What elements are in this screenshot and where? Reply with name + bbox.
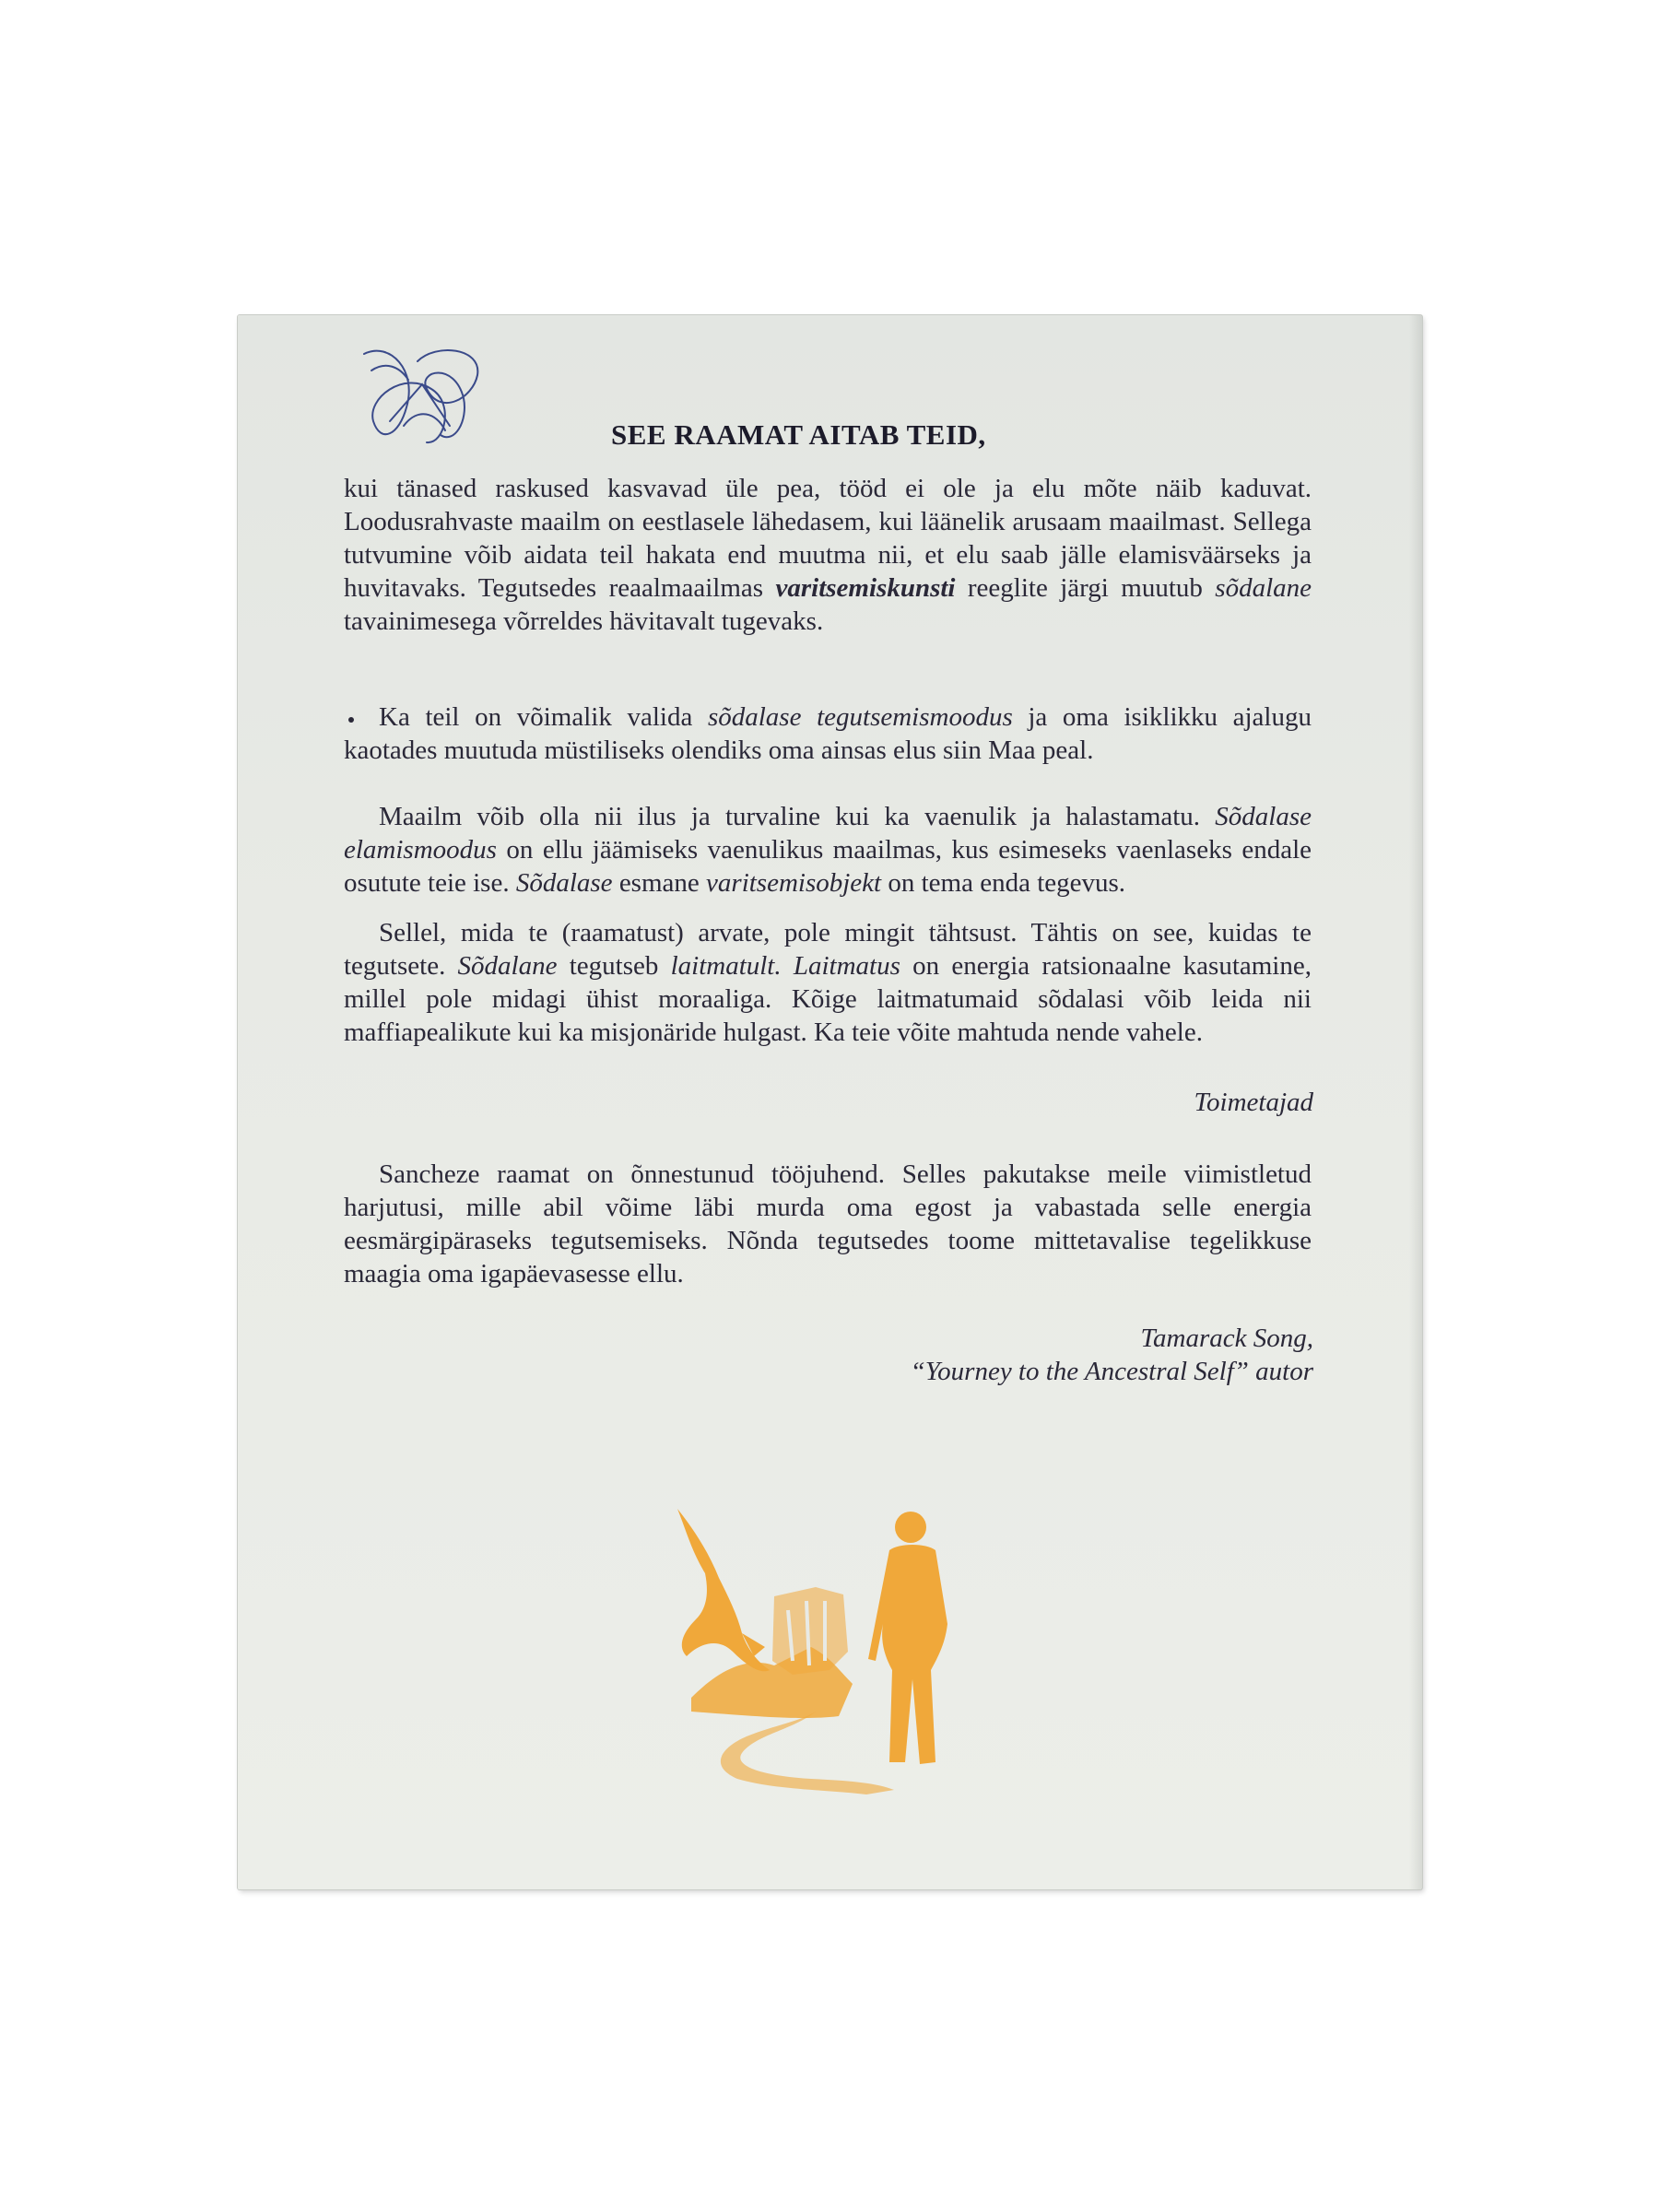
paragraph-2: Ka teil on võimalik valida sõdalase tegutsemismoodus ja oma isiklikku ajalugu kaotades muutuda müstiliseks olendiks oma ainsas elus siin Maa peal.	[344, 702, 1312, 765]
author-name: Tamarack Song,	[1140, 1324, 1313, 1353]
paragraph-4: Sellel, mida te (raamatust) arvate, pole mingit tähtsust. Tähtis on see, kuidas te tegutsete. Sõdalane tegutseb laitmatult. Laitmatus on energia ratsionaalne kasutamine, millel pole midagi ühist moraaliga. Kõige laitmatumaid sõdalasi võib leida nii maffiapealikute kui ka misjonäride hulgast. Ka teie võite mahtuda nende vahele.	[344, 918, 1312, 1047]
eagle-man-mountain-illustration-icon	[654, 1486, 986, 1818]
paragraph-5: Sancheze raamat on õnnestunud tööjuhend. Selles pakutakse meile viimistletud harjutusi, mille abil võime läbi murda oma egost ja vabastada selle energia eesmärgipäraseks tegutsemiseks. Nõnda tegutsedes toome mittetavalise tegelikkuse maagia oma igapäevasesse ellu.	[344, 1159, 1312, 1288]
paragraph-1: kui tänased raskused kasvavad üle pea, tööd ei ole ja elu mõte näib kaduvat. Loodusrahvaste maailm on eestlasele lähedasem, kui läänelik arusaam maailmast. Sellega tutvumine võib aidata teil hakata end muutma nii, et elu saab jälle elamisväärseks ja huvitavaks. Tegutsedes reaalmaailmas varitsemiskunsti reeglite järgi muutub sõdalane tavainimesega võrreldes hävitavalt tugevaks.	[344, 474, 1312, 636]
handwritten-signature-icon	[353, 334, 491, 463]
author-book: “Yourney to the Ancestral Self” autor	[910, 1357, 1313, 1386]
editors-signature: Toimetajad	[1194, 1088, 1313, 1117]
author-signature	[911, 1322, 1313, 1388]
heading: SEE RAAMAT AITAB TEID,	[611, 418, 986, 451]
book-back-cover	[238, 315, 1422, 1889]
paragraph-3: Maailm võib olla nii ilus ja turvaline kui ka vaenulik ja halastamatu. Sõdalase elamismoodus on ellu jäämiseks vaenulikus maailmas, kus esimeseks vaenlaseks endale osutute teie ise. Sõdalase esmane varitsemisobjekt on tema enda tegevus.	[344, 802, 1312, 898]
